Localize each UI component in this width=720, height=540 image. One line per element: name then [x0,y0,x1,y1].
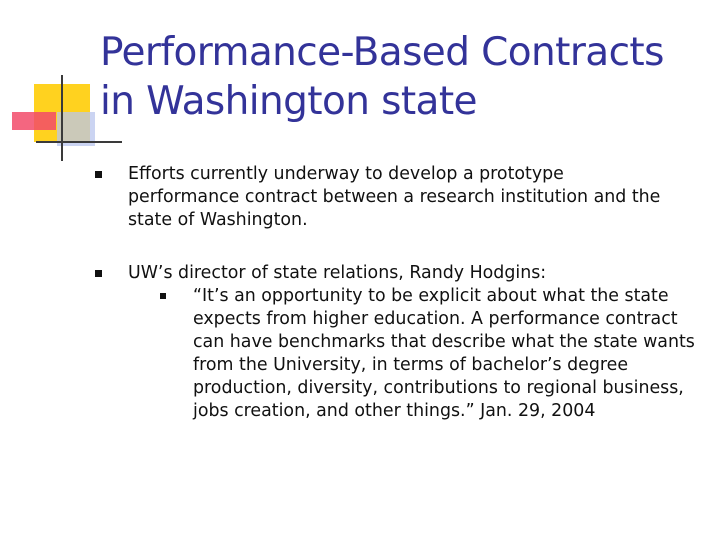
bullet-square-icon [95,270,102,277]
bullet-item [94,163,704,232]
quote-text-line: production, diversity, contributions to regional business, [193,378,684,398]
logo-horizontal-line [36,141,122,143]
slide-title [100,28,700,126]
quote-text-line: from the University, in terms of bachelor’s degree [193,355,629,375]
bullet-text-line: UW’s director of state relations, Randy Hodgins: [128,263,547,283]
sub-bullet-square-icon [160,293,166,299]
quote-text-line: expects from higher education. A performance contract [193,309,678,329]
bullet-square-icon [95,171,102,178]
quote-text-line: jobs creation, and other things.” Jan. 29, 2004 [193,401,596,421]
title-line-1: Performance-Based Contracts [100,30,664,75]
sub-bullet-item [160,285,704,423]
bullet-text-line: state of Washington. [128,210,308,230]
logo-vertical-line [61,75,63,161]
bullet-text-line: performance contract between a research institution and the [128,187,661,207]
logo-pink-bar [12,112,56,130]
bullet-text-line: Efforts currently underway to develop a prototype [128,164,564,184]
title-line-2: in Washington state [100,79,477,124]
quote-text-line: “It’s an opportunity to be explicit about what the state [193,286,669,306]
bullet-list [94,163,704,423]
quote-text-line: can have benchmarks that describe what the state wants [193,332,695,352]
bullet-item [94,262,704,423]
